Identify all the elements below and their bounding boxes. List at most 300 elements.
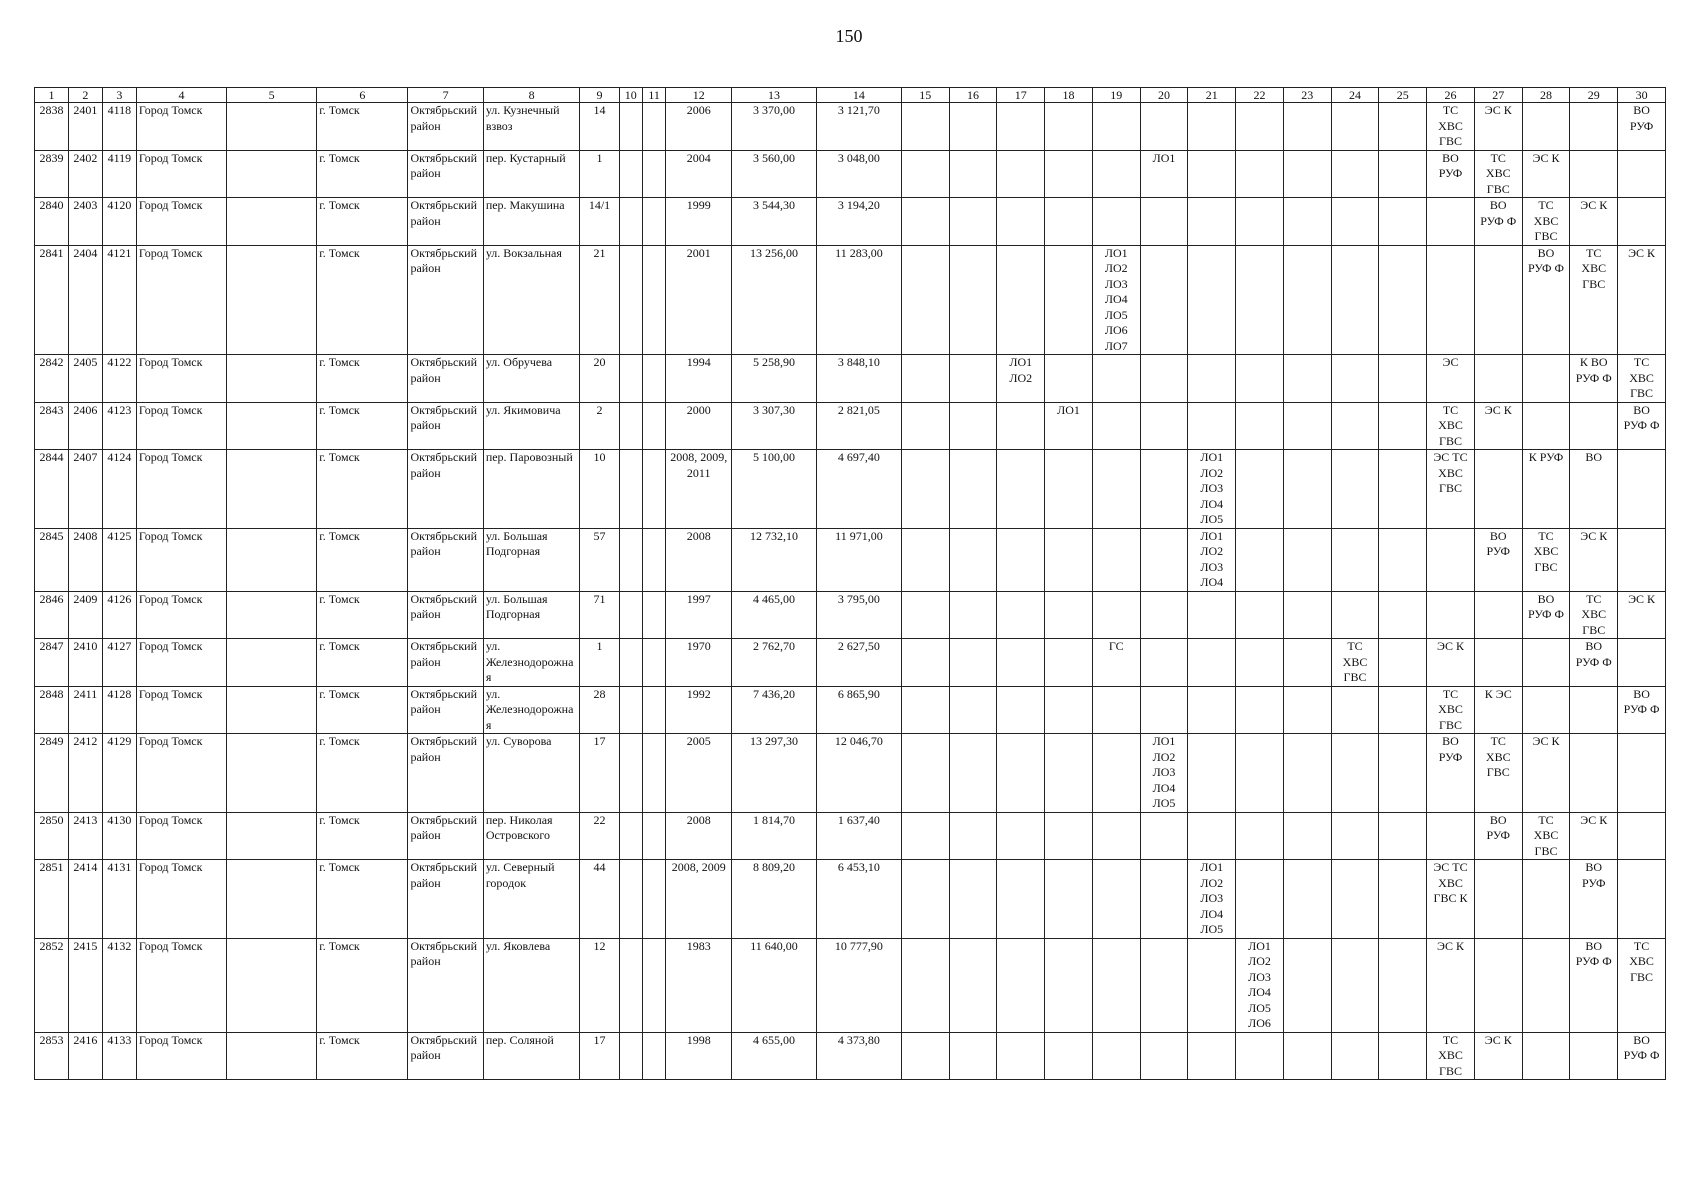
cell-col-12: 2000 [666,402,732,450]
cell-col-22 [1236,860,1284,939]
cell-col-11 [642,1032,665,1080]
cell-col-9: 1 [580,639,619,687]
cell-col-7: Октябрьский район [408,812,483,860]
cell-col-27: ВО РУФ [1474,812,1522,860]
cell-col-25 [1379,355,1427,403]
cell-col-13: 4 655,00 [732,1032,817,1080]
cell-col-13: 4 465,00 [732,591,817,639]
cell-col-17 [997,150,1045,198]
table-row [35,245,1666,355]
cell-col-10 [619,860,642,939]
cell-col-2: 2411 [68,686,102,734]
column-header-11: 11 [642,88,665,103]
cell-col-25 [1379,812,1427,860]
cell-col-8: пер. Кустарный [483,150,580,198]
column-header-4: 4 [136,88,226,103]
cell-col-26: ТС ХВС ГВС [1427,103,1475,151]
cell-col-19 [1092,812,1140,860]
cell-col-18 [1045,103,1093,151]
cell-col-29: ЭС К [1570,812,1618,860]
cell-col-29 [1570,150,1618,198]
cell-col-11 [642,150,665,198]
cell-col-13: 8 809,20 [732,860,817,939]
cell-col-4: Город Томск [136,198,226,246]
cell-col-15 [901,245,949,355]
cell-col-18: ЛО1 [1045,402,1093,450]
cell-col-25 [1379,450,1427,529]
cell-col-20 [1140,198,1188,246]
column-header-18: 18 [1045,88,1093,103]
cell-col-22 [1236,245,1284,355]
cell-col-9: 20 [580,355,619,403]
cell-col-12: 1992 [666,686,732,734]
cell-col-19 [1092,198,1140,246]
cell-col-23 [1283,1032,1331,1080]
cell-col-1: 2843 [35,402,69,450]
cell-col-14: 2 627,50 [816,639,901,687]
cell-col-26: ТС ХВС ГВС [1427,1032,1475,1080]
cell-col-2: 2404 [68,245,102,355]
cell-col-8: ул. Железнодорожная [483,639,580,687]
cell-col-1: 2838 [35,103,69,151]
cell-col-10 [619,639,642,687]
cell-col-23 [1283,245,1331,355]
cell-col-30 [1618,639,1666,687]
cell-col-14: 1 637,40 [816,812,901,860]
cell-col-25 [1379,245,1427,355]
cell-col-12: 1983 [666,938,732,1032]
cell-col-18 [1045,1032,1093,1080]
cell-col-10 [619,103,642,151]
cell-col-30: ВО РУФ Ф [1618,402,1666,450]
cell-col-25 [1379,1032,1427,1080]
cell-col-14: 11 283,00 [816,245,901,355]
cell-col-24 [1331,938,1379,1032]
cell-col-9: 14/1 [580,198,619,246]
cell-col-21 [1188,1032,1236,1080]
cell-col-12: 2006 [666,103,732,151]
cell-col-3: 4129 [102,734,136,813]
cell-col-12: 2008, 2009 [666,860,732,939]
cell-col-12: 2004 [666,150,732,198]
cell-col-20 [1140,639,1188,687]
cell-col-17: ЛО1 ЛО2 [997,355,1045,403]
cell-col-5 [227,103,317,151]
cell-col-28: ЭС К [1522,734,1570,813]
column-header-1: 1 [35,88,69,103]
cell-col-16 [949,591,997,639]
column-header-26: 26 [1427,88,1475,103]
cell-col-30 [1618,528,1666,591]
cell-col-2: 2402 [68,150,102,198]
cell-col-8: ул. Кузнечный взвоз [483,103,580,151]
cell-col-22 [1236,734,1284,813]
cell-col-3: 4126 [102,591,136,639]
cell-col-21 [1188,591,1236,639]
cell-col-6: г. Томск [317,639,408,687]
cell-col-3: 4124 [102,450,136,529]
cell-col-30 [1618,860,1666,939]
cell-col-9: 17 [580,1032,619,1080]
column-header-8: 8 [483,88,580,103]
cell-col-24 [1331,591,1379,639]
cell-col-7: Октябрьский район [408,198,483,246]
cell-col-2: 2410 [68,639,102,687]
cell-col-14: 11 971,00 [816,528,901,591]
cell-col-27: ТС ХВС ГВС [1474,734,1522,813]
cell-col-13: 11 640,00 [732,938,817,1032]
cell-col-21 [1188,198,1236,246]
cell-col-5 [227,639,317,687]
cell-col-20: ЛО1 [1140,150,1188,198]
cell-col-12: 2005 [666,734,732,813]
cell-col-20 [1140,938,1188,1032]
cell-col-30 [1618,150,1666,198]
cell-col-25 [1379,734,1427,813]
cell-col-27 [1474,450,1522,529]
cell-col-27: ЭС К [1474,402,1522,450]
cell-col-27: ЭС К [1474,1032,1522,1080]
column-header-17: 17 [997,88,1045,103]
cell-col-7: Октябрьский район [408,245,483,355]
column-header-10: 10 [619,88,642,103]
cell-col-5 [227,686,317,734]
cell-col-9: 1 [580,150,619,198]
cell-col-23 [1283,402,1331,450]
cell-col-23 [1283,450,1331,529]
cell-col-30: ВО РУФ Ф [1618,686,1666,734]
column-header-27: 27 [1474,88,1522,103]
cell-col-24 [1331,198,1379,246]
cell-col-14: 3 848,10 [816,355,901,403]
cell-col-14: 6 865,90 [816,686,901,734]
cell-col-28 [1522,938,1570,1032]
cell-col-22: ЛО1 ЛО2 ЛО3 ЛО4 ЛО5 ЛО6 [1236,938,1284,1032]
cell-col-14: 3 048,00 [816,150,901,198]
cell-col-11 [642,245,665,355]
column-header-29: 29 [1570,88,1618,103]
cell-col-25 [1379,639,1427,687]
column-header-28: 28 [1522,88,1570,103]
cell-col-13: 1 814,70 [732,812,817,860]
cell-col-6: г. Томск [317,860,408,939]
cell-col-16 [949,245,997,355]
cell-col-1: 2841 [35,245,69,355]
cell-col-11 [642,103,665,151]
cell-col-6: г. Томск [317,103,408,151]
cell-col-11 [642,734,665,813]
cell-col-29 [1570,1032,1618,1080]
cell-col-26 [1427,812,1475,860]
cell-col-14: 6 453,10 [816,860,901,939]
cell-col-16 [949,639,997,687]
cell-col-4: Город Томск [136,103,226,151]
cell-col-30 [1618,812,1666,860]
cell-col-20 [1140,1032,1188,1080]
cell-col-26 [1427,198,1475,246]
table-row [35,639,1666,687]
cell-col-3: 4131 [102,860,136,939]
cell-col-2: 2403 [68,198,102,246]
column-header-21: 21 [1188,88,1236,103]
cell-col-11 [642,686,665,734]
cell-col-2: 2416 [68,1032,102,1080]
cell-col-20 [1140,591,1188,639]
cell-col-8: ул. Северный городок [483,860,580,939]
cell-col-29: ЭС К [1570,198,1618,246]
cell-col-17 [997,198,1045,246]
cell-col-17 [997,686,1045,734]
cell-col-4: Город Томск [136,450,226,529]
cell-col-7: Октябрьский район [408,734,483,813]
cell-col-11 [642,450,665,529]
cell-col-9: 71 [580,591,619,639]
cell-col-9: 22 [580,812,619,860]
cell-col-11 [642,402,665,450]
cell-col-29 [1570,686,1618,734]
cell-col-19 [1092,150,1140,198]
cell-col-10 [619,150,642,198]
cell-col-8: ул. Якимовича [483,402,580,450]
cell-col-24: ТС ХВС ГВС [1331,639,1379,687]
cell-col-29: ВО РУФ Ф [1570,639,1618,687]
table-row [35,686,1666,734]
cell-col-13: 3 370,00 [732,103,817,151]
cell-col-21: ЛО1 ЛО2 ЛО3 ЛО4 ЛО5 [1188,860,1236,939]
cell-col-24 [1331,734,1379,813]
cell-col-7: Октябрьский район [408,450,483,529]
cell-col-25 [1379,103,1427,151]
cell-col-8: ул. Суворова [483,734,580,813]
cell-col-9: 12 [580,938,619,1032]
cell-col-23 [1283,639,1331,687]
cell-col-15 [901,1032,949,1080]
cell-col-2: 2414 [68,860,102,939]
cell-col-24 [1331,860,1379,939]
cell-col-2: 2409 [68,591,102,639]
cell-col-11 [642,591,665,639]
cell-col-7: Октябрьский район [408,1032,483,1080]
table-row [35,402,1666,450]
cell-col-8: пер. Николая Островского [483,812,580,860]
cell-col-20 [1140,528,1188,591]
cell-col-28: ТС ХВС ГВС [1522,528,1570,591]
cell-col-2: 2407 [68,450,102,529]
cell-col-22 [1236,1032,1284,1080]
cell-col-5 [227,528,317,591]
cell-col-1: 2846 [35,591,69,639]
column-header-13: 13 [732,88,817,103]
cell-col-8: ул. Железнодорожная [483,686,580,734]
cell-col-10 [619,450,642,529]
cell-col-8: ул. Яковлева [483,938,580,1032]
cell-col-17 [997,1032,1045,1080]
cell-col-24 [1331,355,1379,403]
cell-col-20 [1140,860,1188,939]
cell-col-3: 4121 [102,245,136,355]
column-header-12: 12 [666,88,732,103]
cell-col-15 [901,103,949,151]
cell-col-19 [1092,1032,1140,1080]
cell-col-26 [1427,591,1475,639]
cell-col-23 [1283,860,1331,939]
cell-col-10 [619,1032,642,1080]
cell-col-26: ВО РУФ [1427,150,1475,198]
cell-col-19 [1092,355,1140,403]
cell-col-4: Город Томск [136,591,226,639]
cell-col-21 [1188,686,1236,734]
cell-col-22 [1236,639,1284,687]
cell-col-12: 1970 [666,639,732,687]
cell-col-6: г. Томск [317,686,408,734]
cell-col-29 [1570,402,1618,450]
cell-col-16 [949,938,997,1032]
cell-col-13: 12 732,10 [732,528,817,591]
cell-col-24 [1331,402,1379,450]
cell-col-16 [949,1032,997,1080]
cell-col-16 [949,103,997,151]
cell-col-5 [227,198,317,246]
cell-col-8: ул. Обручева [483,355,580,403]
cell-col-18 [1045,591,1093,639]
cell-col-1: 2845 [35,528,69,591]
cell-col-12: 1997 [666,591,732,639]
cell-col-2: 2405 [68,355,102,403]
cell-col-12: 2008 [666,528,732,591]
cell-col-18 [1045,450,1093,529]
cell-col-6: г. Томск [317,812,408,860]
table-row [35,734,1666,813]
cell-col-25 [1379,402,1427,450]
cell-col-1: 2853 [35,1032,69,1080]
cell-col-19 [1092,528,1140,591]
cell-col-18 [1045,734,1093,813]
cell-col-9: 2 [580,402,619,450]
cell-col-4: Город Томск [136,1032,226,1080]
cell-col-27: ВО РУФ [1474,528,1522,591]
cell-col-6: г. Томск [317,150,408,198]
cell-col-4: Город Томск [136,355,226,403]
cell-col-3: 4128 [102,686,136,734]
cell-col-17 [997,103,1045,151]
cell-col-9: 57 [580,528,619,591]
cell-col-14: 3 795,00 [816,591,901,639]
cell-col-11 [642,528,665,591]
cell-col-4: Город Томск [136,938,226,1032]
cell-col-16 [949,150,997,198]
cell-col-17 [997,528,1045,591]
cell-col-26 [1427,245,1475,355]
cell-col-21 [1188,639,1236,687]
cell-col-4: Город Томск [136,860,226,939]
cell-col-23 [1283,812,1331,860]
cell-col-5 [227,812,317,860]
cell-col-3: 4123 [102,402,136,450]
cell-col-24 [1331,150,1379,198]
cell-col-9: 17 [580,734,619,813]
cell-col-26: ЭС [1427,355,1475,403]
cell-col-7: Октябрьский район [408,639,483,687]
cell-col-27 [1474,245,1522,355]
cell-col-12: 1994 [666,355,732,403]
cell-col-17 [997,245,1045,355]
cell-col-30 [1618,198,1666,246]
table-row [35,150,1666,198]
cell-col-14: 3 194,20 [816,198,901,246]
cell-col-2: 2406 [68,402,102,450]
cell-col-16 [949,355,997,403]
cell-col-21 [1188,150,1236,198]
cell-col-22 [1236,450,1284,529]
cell-col-15 [901,639,949,687]
cell-col-17 [997,812,1045,860]
cell-col-19: ЛО1 ЛО2 ЛО3 ЛО4 ЛО5 ЛО6 ЛО7 [1092,245,1140,355]
cell-col-8: ул. Большая Подгорная [483,528,580,591]
cell-col-1: 2850 [35,812,69,860]
cell-col-18 [1045,860,1093,939]
cell-col-25 [1379,198,1427,246]
cell-col-6: г. Томск [317,450,408,529]
cell-col-27: ВО РУФ Ф [1474,198,1522,246]
cell-col-6: г. Томск [317,1032,408,1080]
cell-col-10 [619,198,642,246]
cell-col-15 [901,591,949,639]
cell-col-30 [1618,734,1666,813]
cell-col-21 [1188,812,1236,860]
cell-col-13: 2 762,70 [732,639,817,687]
cell-col-2: 2412 [68,734,102,813]
cell-col-20 [1140,686,1188,734]
cell-col-15 [901,734,949,813]
cell-col-20 [1140,812,1188,860]
cell-col-23 [1283,591,1331,639]
cell-col-11 [642,355,665,403]
table-row [35,812,1666,860]
cell-col-19 [1092,938,1140,1032]
cell-col-8: пер. Соляной [483,1032,580,1080]
page-number: 150 [835,26,863,46]
cell-col-27 [1474,860,1522,939]
cell-col-8: ул. Вокзальная [483,245,580,355]
cell-col-20 [1140,450,1188,529]
cell-col-25 [1379,591,1427,639]
cell-col-22 [1236,591,1284,639]
column-header-22: 22 [1236,88,1284,103]
cell-col-16 [949,198,997,246]
cell-col-19: ГС [1092,639,1140,687]
cell-col-24 [1331,103,1379,151]
cell-col-17 [997,860,1045,939]
cell-col-23 [1283,103,1331,151]
column-header-2: 2 [68,88,102,103]
column-header-15: 15 [901,88,949,103]
cell-col-13: 5 258,90 [732,355,817,403]
cell-col-15 [901,528,949,591]
column-header-24: 24 [1331,88,1379,103]
cell-col-28 [1522,402,1570,450]
cell-col-10 [619,355,642,403]
cell-col-3: 4118 [102,103,136,151]
cell-col-15 [901,355,949,403]
table-row [35,450,1666,529]
cell-col-25 [1379,938,1427,1032]
cell-col-7: Октябрьский район [408,686,483,734]
cell-col-1: 2852 [35,938,69,1032]
cell-col-6: г. Томск [317,355,408,403]
cell-col-4: Город Томск [136,639,226,687]
cell-col-23 [1283,528,1331,591]
cell-col-24 [1331,450,1379,529]
